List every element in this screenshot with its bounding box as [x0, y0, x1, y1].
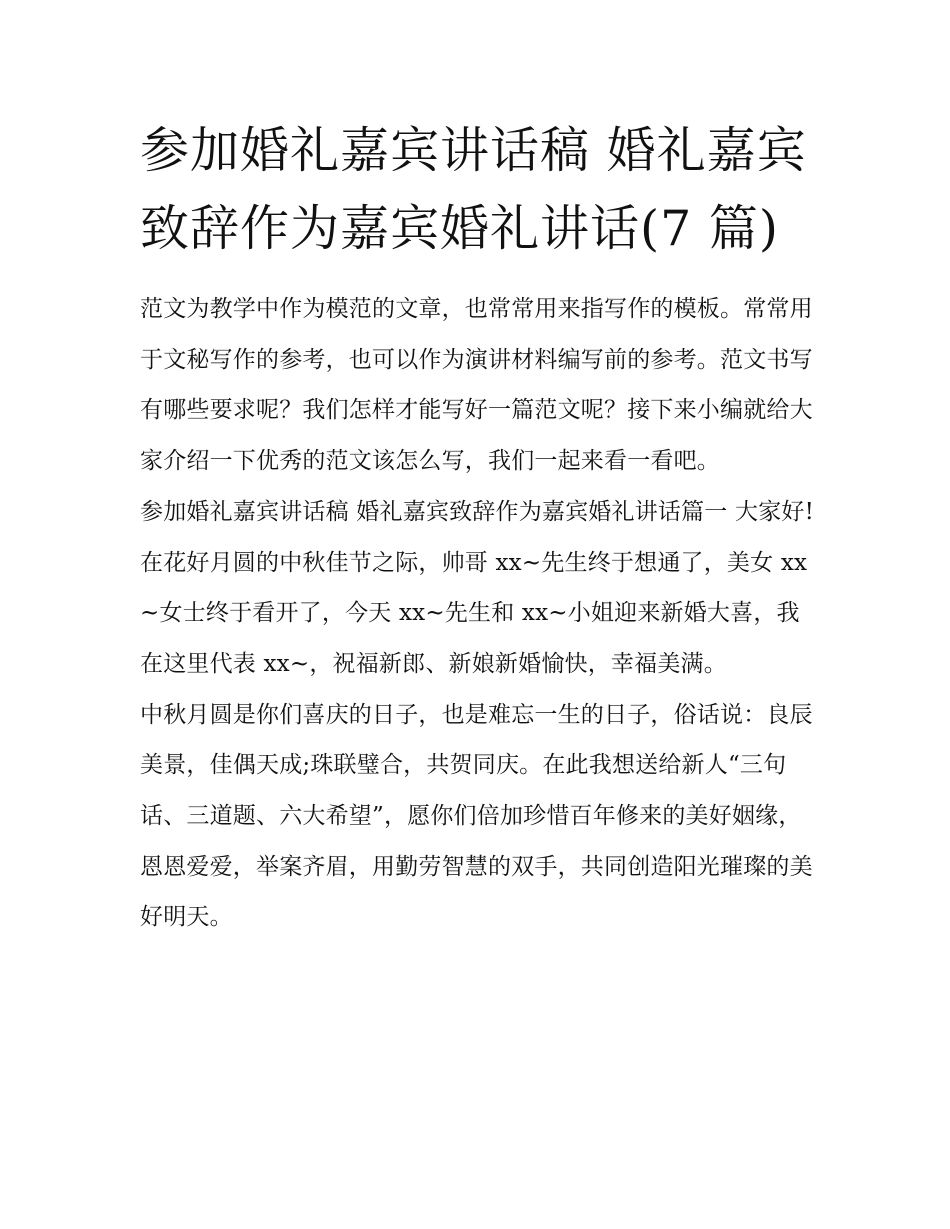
- greeting-paragraph: 在花好月圆的中秋佳节之际，帅哥 xx~先生终于想通了，美女 xx~女士终于看开了，今天 xx~先生和 xx~小姐迎来新婚大喜，我在这里代表 xx~，祝福新郎、新娘新婚愉快，幸福美满。: [140, 549, 808, 677]
- section-heading-paragraph: 参加婚礼嘉宾讲话稿 婚礼嘉宾致辞作为嘉宾婚礼讲话篇一 大家好!: [140, 498, 815, 525]
- document-body: [140, 284, 816, 943]
- wishes-paragraph: 中秋月圆是你们喜庆的日子，也是难忘一生的日子，俗话说：良辰美景，佳偶天成;珠联璧合，共贺同庆。在此我想送给新人“三句话、三道题、六大希望”，愿你们倍加珍惜百年修来的美好姻缘，恩恩爱爱，举案齐眉，用勤劳智慧的双手，共同创造阳光璀璨的美好明天。: [140, 701, 813, 931]
- intro-paragraph: 范文为教学中作为模范的文章，也常常用来指写作的模板。常常用于文秘写作的参考，也可以作为演讲材料编写前的参考。范文书写有哪些要求呢？我们怎样才能写好一篇范文呢？接下来小编就给大家介绍一下优秀的范文该怎么写，我们一起来看一看吧。: [140, 296, 813, 475]
- document-page: [140, 112, 816, 943]
- document-title: 参加婚礼嘉宾讲话稿 婚礼嘉宾致辞作为嘉宾婚礼讲话(7 篇): [140, 122, 807, 257]
